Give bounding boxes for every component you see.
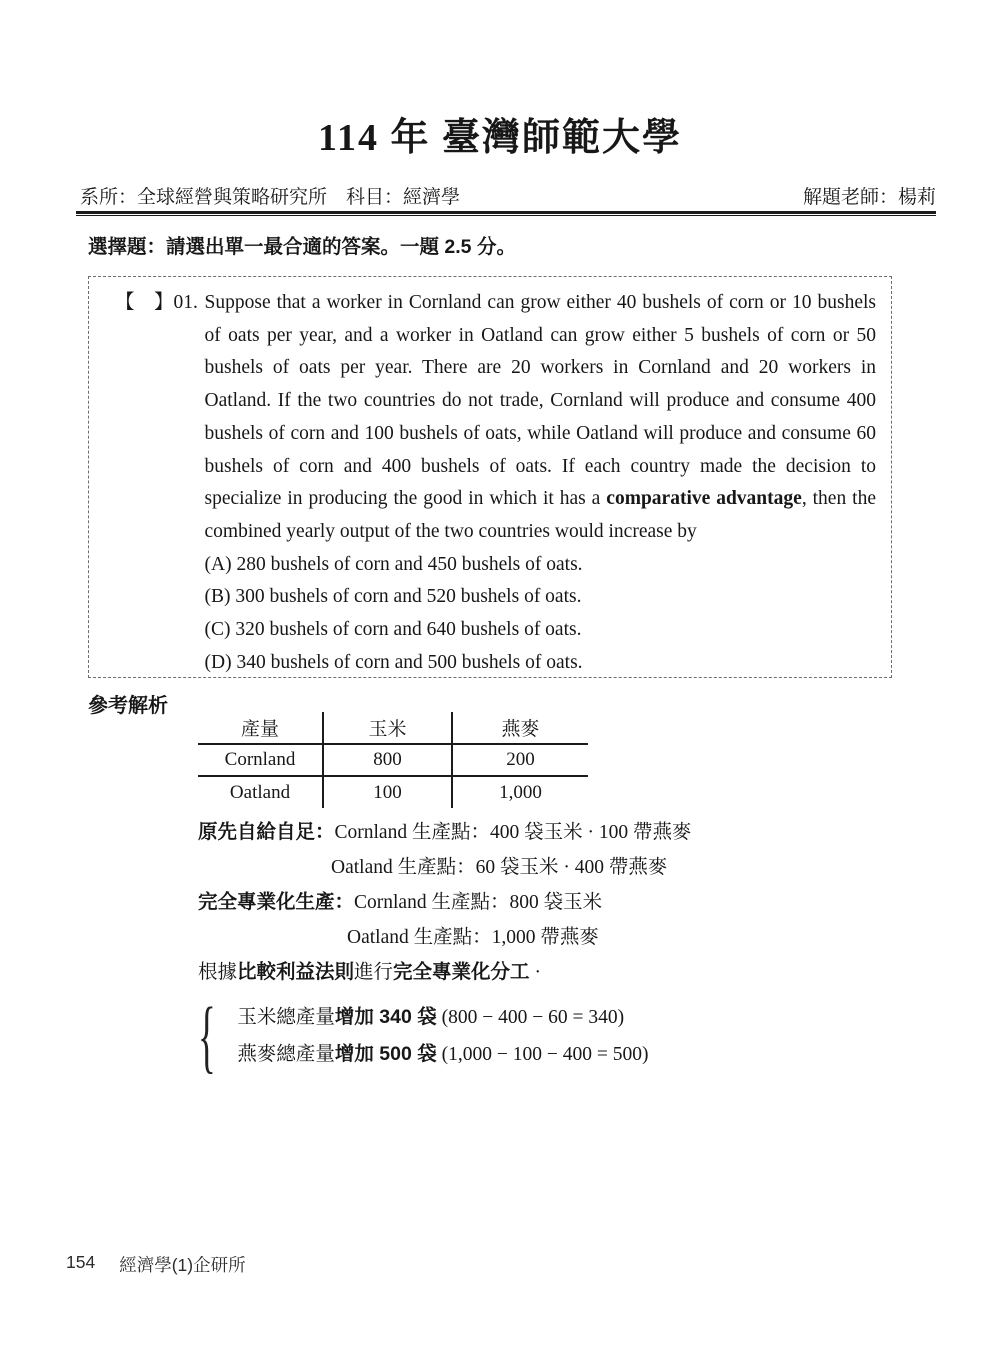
table-header-corn: 玉米 [323, 712, 452, 744]
solver-teacher-label: 解題老師：楊莉 [802, 187, 936, 208]
oats-increase-normal: 燕麥總產量 [237, 1044, 335, 1065]
specialization-cornland-point: Cornland 生產點：800 袋玉米 [354, 892, 603, 913]
comparative-advantage-rule-line [198, 955, 908, 990]
option-d [205, 647, 876, 678]
oatland-corn-cell: 100 [323, 776, 452, 808]
rule-tail-mark: · [534, 962, 541, 983]
table-row-cornland [198, 744, 588, 776]
cornland-name-cell: Cornland [198, 744, 323, 776]
cornland-corn-cell: 800 [323, 744, 452, 776]
question-text-bold: comparative advantage [606, 488, 802, 510]
question-text [205, 287, 876, 549]
rule-normal-1: 根據 [198, 962, 238, 983]
option-a-text: 280 bushels of corn and 450 bushels of oats. [236, 553, 583, 575]
answer-bracket: 【 】 [115, 292, 174, 313]
rule-normal-2: 進行 [354, 962, 394, 983]
option-a [205, 549, 876, 582]
autarky-cornland-point: Cornland 生產點：400 袋玉米 · 100 帶燕麥 [334, 822, 692, 843]
corn-increase-formula: (800 − 400 − 60 = 340) [441, 1007, 625, 1028]
rule-bold-1: 比較利益法則 [237, 961, 355, 983]
option-d-text: 340 bushels of corn and 500 bushels of oats. [236, 651, 583, 673]
exam-header [80, 182, 936, 209]
option-c-text: 320 bushels of corn and 640 bushels of oats. [235, 619, 582, 641]
left-brace-glyph: { [198, 990, 216, 1081]
footer-page-number: 154 [66, 1252, 96, 1272]
header-divider [76, 211, 936, 216]
specialization-line-2 [347, 920, 908, 955]
specialization-label: 完全專業化生產： [198, 891, 355, 913]
specialization-line-1 [198, 885, 908, 920]
production-table [198, 712, 588, 808]
analysis-heading: 參考解析 [88, 695, 168, 717]
option-a-label: (A) [204, 553, 232, 575]
corn-increase-normal: 玉米總產量 [237, 1007, 335, 1028]
section-heading: 選擇題：請選出單一最合適的答案。一題 2.5 分。 [88, 236, 516, 258]
footer-book-title: 經濟學(1)企研所 [119, 1255, 246, 1275]
corn-increase-bold: 增加 340 袋 [334, 1006, 437, 1028]
specialization-oatland-point: Oatland 生產點：1,000 帶燕麥 [347, 927, 599, 948]
page-title: 114 年 臺灣師範大學 [318, 117, 682, 159]
oats-increase-formula: (1,000 − 100 − 400 = 500) [441, 1044, 649, 1065]
autarky-line-1 [198, 815, 908, 850]
table-row-oatland [198, 776, 588, 808]
option-b-label: (B) [204, 586, 231, 608]
analysis-body [198, 815, 908, 1081]
question-number: 01. [173, 292, 198, 313]
rule-bold-2: 完全專業化分工 [393, 961, 530, 983]
question-body [205, 287, 876, 678]
conclusion-brace-block [198, 990, 908, 1081]
autarky-label: 原先自給自足： [198, 821, 335, 843]
corn-increase-line [237, 999, 648, 1036]
oatland-name-cell: Oatland [198, 776, 323, 808]
cornland-oats-cell: 200 [452, 744, 588, 776]
question-text-end: , then the combined yearly output of the two countries would increase by [204, 488, 876, 542]
oats-increase-line [237, 1036, 648, 1073]
option-c-label: (C) [204, 619, 231, 641]
question-text-start: Suppose that a worker in Cornland can grow either 40 bushels of corn or 10 bushels of oats per year, and a worker in Oatland can grow either 5 bushels of corn or 50 bushels of oats per year. There are 20 workers in Cornland and 20 workers in Oatland. If the two countries do not trade, Cornland will produce and consume 400 bushels of corn and 100 bushels of oats, while Oatland will produce and consume 60 bushels of corn and 400 bushels of oats. If each country made the decision to specialize in producing the good in which it has a [204, 292, 876, 510]
department-subject-label: 系所：全球經營與策略研究所 科目：經濟學 [80, 187, 461, 208]
option-b [205, 581, 876, 614]
question-box [88, 276, 892, 678]
autarky-oatland-point: Oatland 生產點：60 袋玉米 · 400 帶燕麥 [331, 857, 668, 878]
table-header-output: 產量 [198, 712, 323, 744]
option-b-text: 300 bushels of corn and 520 bushels of oats. [235, 586, 582, 608]
option-d-label: (D) [204, 651, 232, 673]
table-header-oats: 燕麥 [452, 712, 588, 744]
oats-increase-bold: 增加 500 袋 [334, 1043, 437, 1065]
autarky-line-2 [331, 850, 908, 885]
conclusion-lines [237, 999, 648, 1073]
option-c [205, 614, 876, 647]
oatland-oats-cell: 1,000 [499, 781, 542, 803]
page-footer [66, 1252, 246, 1277]
question-row [115, 287, 876, 678]
table-header-row [198, 712, 588, 744]
